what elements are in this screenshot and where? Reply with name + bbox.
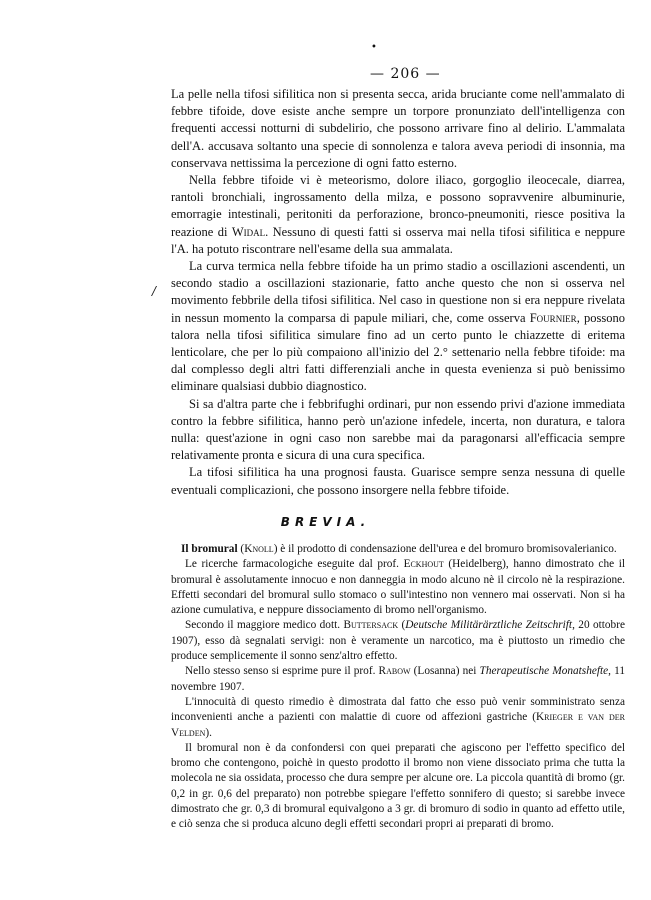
author-eckhout: Eckhout: [403, 558, 444, 571]
author-buttersack: Buttersack: [343, 619, 399, 632]
paragraph-rabow: Nello stesso senso si esprime pure il prof. Rabow (Losanna) nei Therapeutische Monatshefte, 11 novembre 1907.: [171, 665, 626, 693]
author-widal: Widal: [231, 224, 266, 239]
term-bromural: Il bromural: [181, 543, 238, 555]
article-body: [171, 86, 625, 499]
page-number: — 206 —: [370, 66, 441, 82]
authors-krieger: Krieger e van der Velden: [171, 711, 625, 739]
journal-title: Deutsche Militärärztliche Zeitschrift: [405, 619, 573, 632]
paragraph-buttersack: Secondo il maggiore medico dott. Buttersack (Deutsche Militärärztliche Zeitschrift, 20 ottobre 1907), esso dà segnalati servigi: non è veramente un narcotico, ma è piuttosto un rimedio che produce semplicemente il sonno senz'altro effetto.: [171, 619, 625, 663]
brevia-body: [171, 542, 625, 833]
page-dot: •: [371, 42, 377, 53]
paragraph-bromine-action: Il bromural non è da confondersi con quei preparati che agiscono per l'effetto specifico del bromo che contengono, poichè in questo prodotto il bromo non viene dissociato prima che tutta la molecola ne sia ossidata, processo che dura sempre per alcune ore. La piccola quantità di bromo (gr. 0,2 in gr. 0,6 del preparato) non potrebbe spiegare l'effetto sonnifero di questo; si sarebbe invece dimostrato che gr. 0,3 di bromural equivalgono a 3 gr. di bromuro di sodio in quanto ad effetto utile, e ciò senza che si produca alcuno degli effetti secondari propri ai preparati di bromo.: [171, 741, 625, 831]
paragraph-typhoid-symptoms: Nella febbre tifoide vi è meteorismo, dolore iliaco, gorgoglio ileocecale, diarrea, rantoli bronchiali, ingrossamento della milza, e possono sopravvenire albuminurie, emorragie intestinali, peritoniti da perforazione, bronco-pneumoniti, riesce positiva la reazione di Widal. Nessuno di questi fatti si osserva mai nella tifosi sifilitica e neppure l'A. ha potuto riscontrare nell'esame della sua ammalata.: [171, 173, 625, 256]
paragraph-bromural-intro: Il bromural (Knoll) è il prodotto di condensazione dell'urea e del bromuro bromisovalerianico.: [181, 543, 617, 555]
paragraph-skin: La pelle nella tifosi sifilitica non si presenta secca, arida bruciante come nell'ammalato di febbre tifoide, dove esiste anche sempre un torpore pronunziato dell'intelligenza con frequenti accessi notturni di subdelirio, che possono arrivare fino al delirio. L'ammalata dell'A. accusava soltanto una specie di sonnolenza e talora aveva periodi di insonnia, ma conservava nettissima la percezione di ogni fatto esterno.: [171, 87, 625, 170]
paragraph-antipyretics: Si sa d'altra parte che i febbrifughi ordinari, pur non essendo privi d'azione immediata contro la febbre sifilitica, hanno però un'azione infedele, incerta, non duratura, e talora nulla: quest'azione in ogni caso non sarebbe mai da paragonarsi all'efficacia sempre relativamente pronta e sicura di una cura specifica.: [171, 396, 625, 463]
paragraph-innocuity: L'innocuità di questo rimedio è dimostrata dal fatto che esso può venir somministrato senza inconvenienti anche a pazienti con malattie di cuore od affezioni gastriche (Krieger e van der Velden).: [171, 695, 625, 739]
author-fournier: Fournier: [529, 310, 577, 325]
paragraph-thermal-curve: La curva termica nella febbre tifoide ha un primo stadio a oscillazioni ascendenti, un secondo stadio a oscillazioni stazionarie, fatto anche questo che non si osserva nel movimento febbrile della tifosi sifilitica. Nel caso in questione non si era neppure rivelata in nessun momento la comparsa di papule miliari, che, come osserva Fournier, possono talora nella tifosi sifilitica simulare fino ad un certo punto le chiazzette di eritema lenticolare, che per lo più compaiono all'inizio del 2.° settenario nella febbre tifoide: ma dal complesso degli altri fatti differenziali anche in questa evenienza si può benissimo eliminare qualsiasi dubbio diagnostico.: [171, 259, 626, 394]
paragraph-prognosis: La tifosi sifilitica ha una prognosi fausta. Guarisce sempre senza nessuna di quelle eventuali complicazioni, che possono insorgere nella febbre tifoide.: [171, 465, 625, 497]
section-heading-brevia: BREVIA.: [280, 515, 371, 529]
journal-title: Therapeutische Monatshefte: [479, 665, 609, 678]
author-rabow: Rabow: [378, 665, 411, 678]
paragraph-pharmacology: Le ricerche farmacologiche eseguite dal prof. Eckhout (Heidelberg), hanno dimostrato che il bromural è assolutamente innocuo e non danneggia in modo alcuno nè il circolo nè la respirazione. Effetti secondari del bromural sullo stomaco o sull'intestino non vennero mai osservati. Non si ha azione cumulativa, e neppure dissociamento di bromo nell'organismo.: [171, 558, 625, 617]
margin-mark: /: [152, 284, 157, 298]
